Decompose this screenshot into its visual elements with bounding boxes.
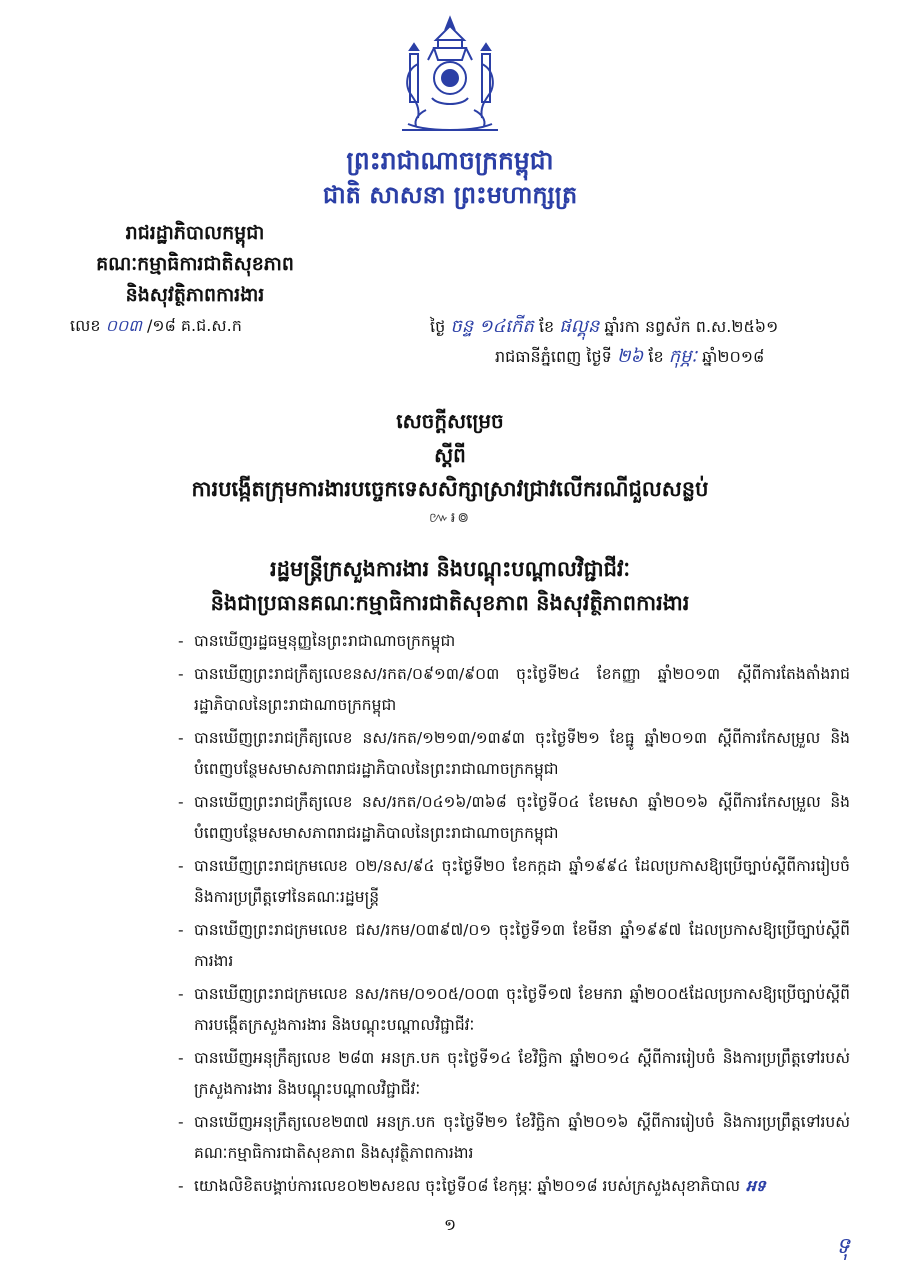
lunar-date [430, 312, 860, 342]
lunar-year: ឆ្នាំរកា នព្វស័ក ព.ស.២៥៦១ [604, 317, 779, 336]
list-item: - បានឃើញព្រះរាជក្រមលេខ ០២/នស/៩៤ ចុះថ្ងៃទី២០ ខែកក្កដា ឆ្នាំ១៩៩៤ ដែលប្រកាសឱ្យប្រើច្បាប់ស្ដីពីការរៀបចំ និងការប្រព្រឹត្តទៅនៃគណៈរដ្ឋមន្ត្រី [178, 851, 850, 913]
legal-basis-list [178, 626, 850, 1204]
list-item [178, 1171, 850, 1202]
solar-year: ឆ្នាំ២០១៨ [702, 347, 765, 366]
city-date-prefix: រាជធានីភ្នំពេញ ថ្ងៃទី [495, 347, 612, 366]
issuing-officer [0, 552, 900, 620]
list-item: - បានឃើញព្រះរាជក្រឹត្យលេខនស/រកត/០៩១៣/៩០៣ ចុះថ្ងៃទី២៤ ខែកញ្ញា ឆ្នាំ២០១៣ ស្ដីពីការតែងតាំងរាជរដ្ឋាភិបាលនៃព្រះរាជាណាចក្រកម្ពុជា [178, 659, 850, 721]
document-number [70, 315, 242, 339]
handwritten-corner-mark: ទុ [836, 1234, 850, 1259]
solar-date [430, 342, 860, 372]
doc-number-handwritten: ០០៣ [105, 316, 142, 335]
decision-subject: ការបង្កើតក្រុមការងារបច្ចេកទេសសិក្សាស្រាវជ្រាវលើករណីជួលសន្លប់ [191, 477, 709, 501]
lunar-month-label: ខែ [538, 317, 555, 336]
solar-day-handwritten: ២៦ [616, 346, 644, 367]
list-item: - បានឃើញព្រះរាជក្រឹត្យលេខ នស/រកត/០៤១៦/៣៦៨ ចុះថ្ងៃទី០៤ ខែមេសា ឆ្នាំ២០១៦ ស្ដីពីការកែសម្រួល និងបំពេញបន្ថែមសមាសភាពរាជរដ្ឋាភិបាលនៃព្រះរាជាណាចក្រកម្ពុជា [178, 787, 850, 849]
lunar-day-label: ថ្ងៃ [430, 317, 446, 336]
kingdom-name: ព្រះរាជាណាចក្រកម្ពុជា [346, 146, 554, 175]
royal-coat-of-arms-icon [388, 14, 512, 142]
solar-month-handwritten: កុម្ភៈ [668, 346, 698, 367]
officer-line-2: និងជាប្រធានគណៈកម្មាធិការជាតិសុខភាព និងសុវត្ថិភាពការងារ [210, 591, 690, 615]
lunar-day-handwritten: ចន្ទ ១៤កើត [450, 316, 534, 337]
handwritten-initial: អទ [745, 1177, 766, 1195]
doc-number-prefix: លេខ [70, 316, 101, 335]
doc-number-suffix: /១៨ គ.ជ.ស.ក [146, 316, 242, 335]
authority-line-2: គណៈកម្មាធិការជាតិសុខភាព [96, 253, 294, 275]
last-clause-text: យោងលិខិតបង្គាប់ការលេខ០២២សខល ចុះថ្ងៃទី០៨ ខែកុម្ភៈ ឆ្នាំ២០១៨ របស់ក្រសួងសុខាភិបាល [194, 1177, 740, 1195]
solar-month-label: ខែ [648, 347, 664, 366]
list-item: - បានឃើញអនុក្រឹត្យលេខ ២៨៣ អនក្រ.បក ចុះថ្ងៃទី១៤ ខែវិច្ឆិកា ឆ្នាំ២០១៤ ស្ដីពីការរៀបចំ និងការប្រព្រឹត្តទៅរបស់ក្រសួងការងារ និងបណ្ដុះបណ្ដាលវិជ្ជាជីវៈ [178, 1043, 850, 1105]
list-item: - បានឃើញរដ្ឋធម្មនុញ្ញនៃព្រះរាជាណាចក្រកម្ពុជា [178, 626, 850, 657]
authority-line-3: និងសុវត្ថិភាពការងារ [125, 284, 265, 306]
ornament-divider: ៚៛៙ [429, 510, 471, 526]
date-block [430, 312, 860, 372]
document-type: សេចក្ដីសម្រេច [396, 409, 504, 433]
decision-title [0, 404, 900, 529]
list-item: - បានឃើញព្រះរាជក្រឹត្យលេខ នស/រកត/១២១៣/១៣៩៣ ចុះថ្ងៃទី២១ ខែធ្នូ ឆ្នាំ២០១៣ ស្ដីពីការកែសម្រួល និងបំពេញបន្ថែមសមាសភាពរាជរដ្ឋាភិបាលនៃព្រះរាជាណាចក្រកម្ពុជា [178, 723, 850, 785]
page-number: ១ [443, 1215, 457, 1234]
list-item: - បានឃើញអនុក្រឹត្យលេខ២៣៧ អនក្រ.បក ចុះថ្ងៃទី២១ ខែវិច្ឆិកា ឆ្នាំ២០១៦ ស្ដីពីការរៀបចំ និងការប្រព្រឹត្តទៅរបស់គណៈកម្មាធិការជាតិសុខភាព និងសុវត្ថិភាពការងារ [178, 1107, 850, 1169]
title-about: ស្ដីពី [434, 443, 466, 467]
issuing-authority [60, 218, 330, 311]
list-item: - បានឃើញព្រះរាជក្រមលេខ ជស/រកម/០៣៩៧/០១ ចុះថ្ងៃទី១៣ ខែមីនា ឆ្នាំ១៩៩៧ ដែលប្រកាសឱ្យប្រើច្បាប់ស្ដីពីការងារ [178, 915, 850, 977]
national-motto: ជាតិ សាសនា ព្រះមហាក្សត្រ [322, 181, 578, 209]
authority-line-1: រាជរដ្ឋាភិបាលកម្ពុជា [125, 222, 265, 244]
list-item: - បានឃើញព្រះរាជក្រមលេខ នស/រកម/០១០៥/០០៣ ចុះថ្ងៃទី១៧ ខែមករា ឆ្នាំ២០០៥ដែលប្រកាសឱ្យប្រើច្បាប់ស្ដីពីការបង្កើតក្រសួងការងារ និងបណ្ដុះបណ្ដាលវិជ្ជាជីវៈ [178, 979, 850, 1041]
lunar-month-handwritten: ផល្គុន [559, 316, 600, 337]
officer-line-1: រដ្ឋមន្ត្រីក្រសួងការងារ និងបណ្ដុះបណ្ដាលវិជ្ជាជីវៈ [270, 557, 630, 581]
